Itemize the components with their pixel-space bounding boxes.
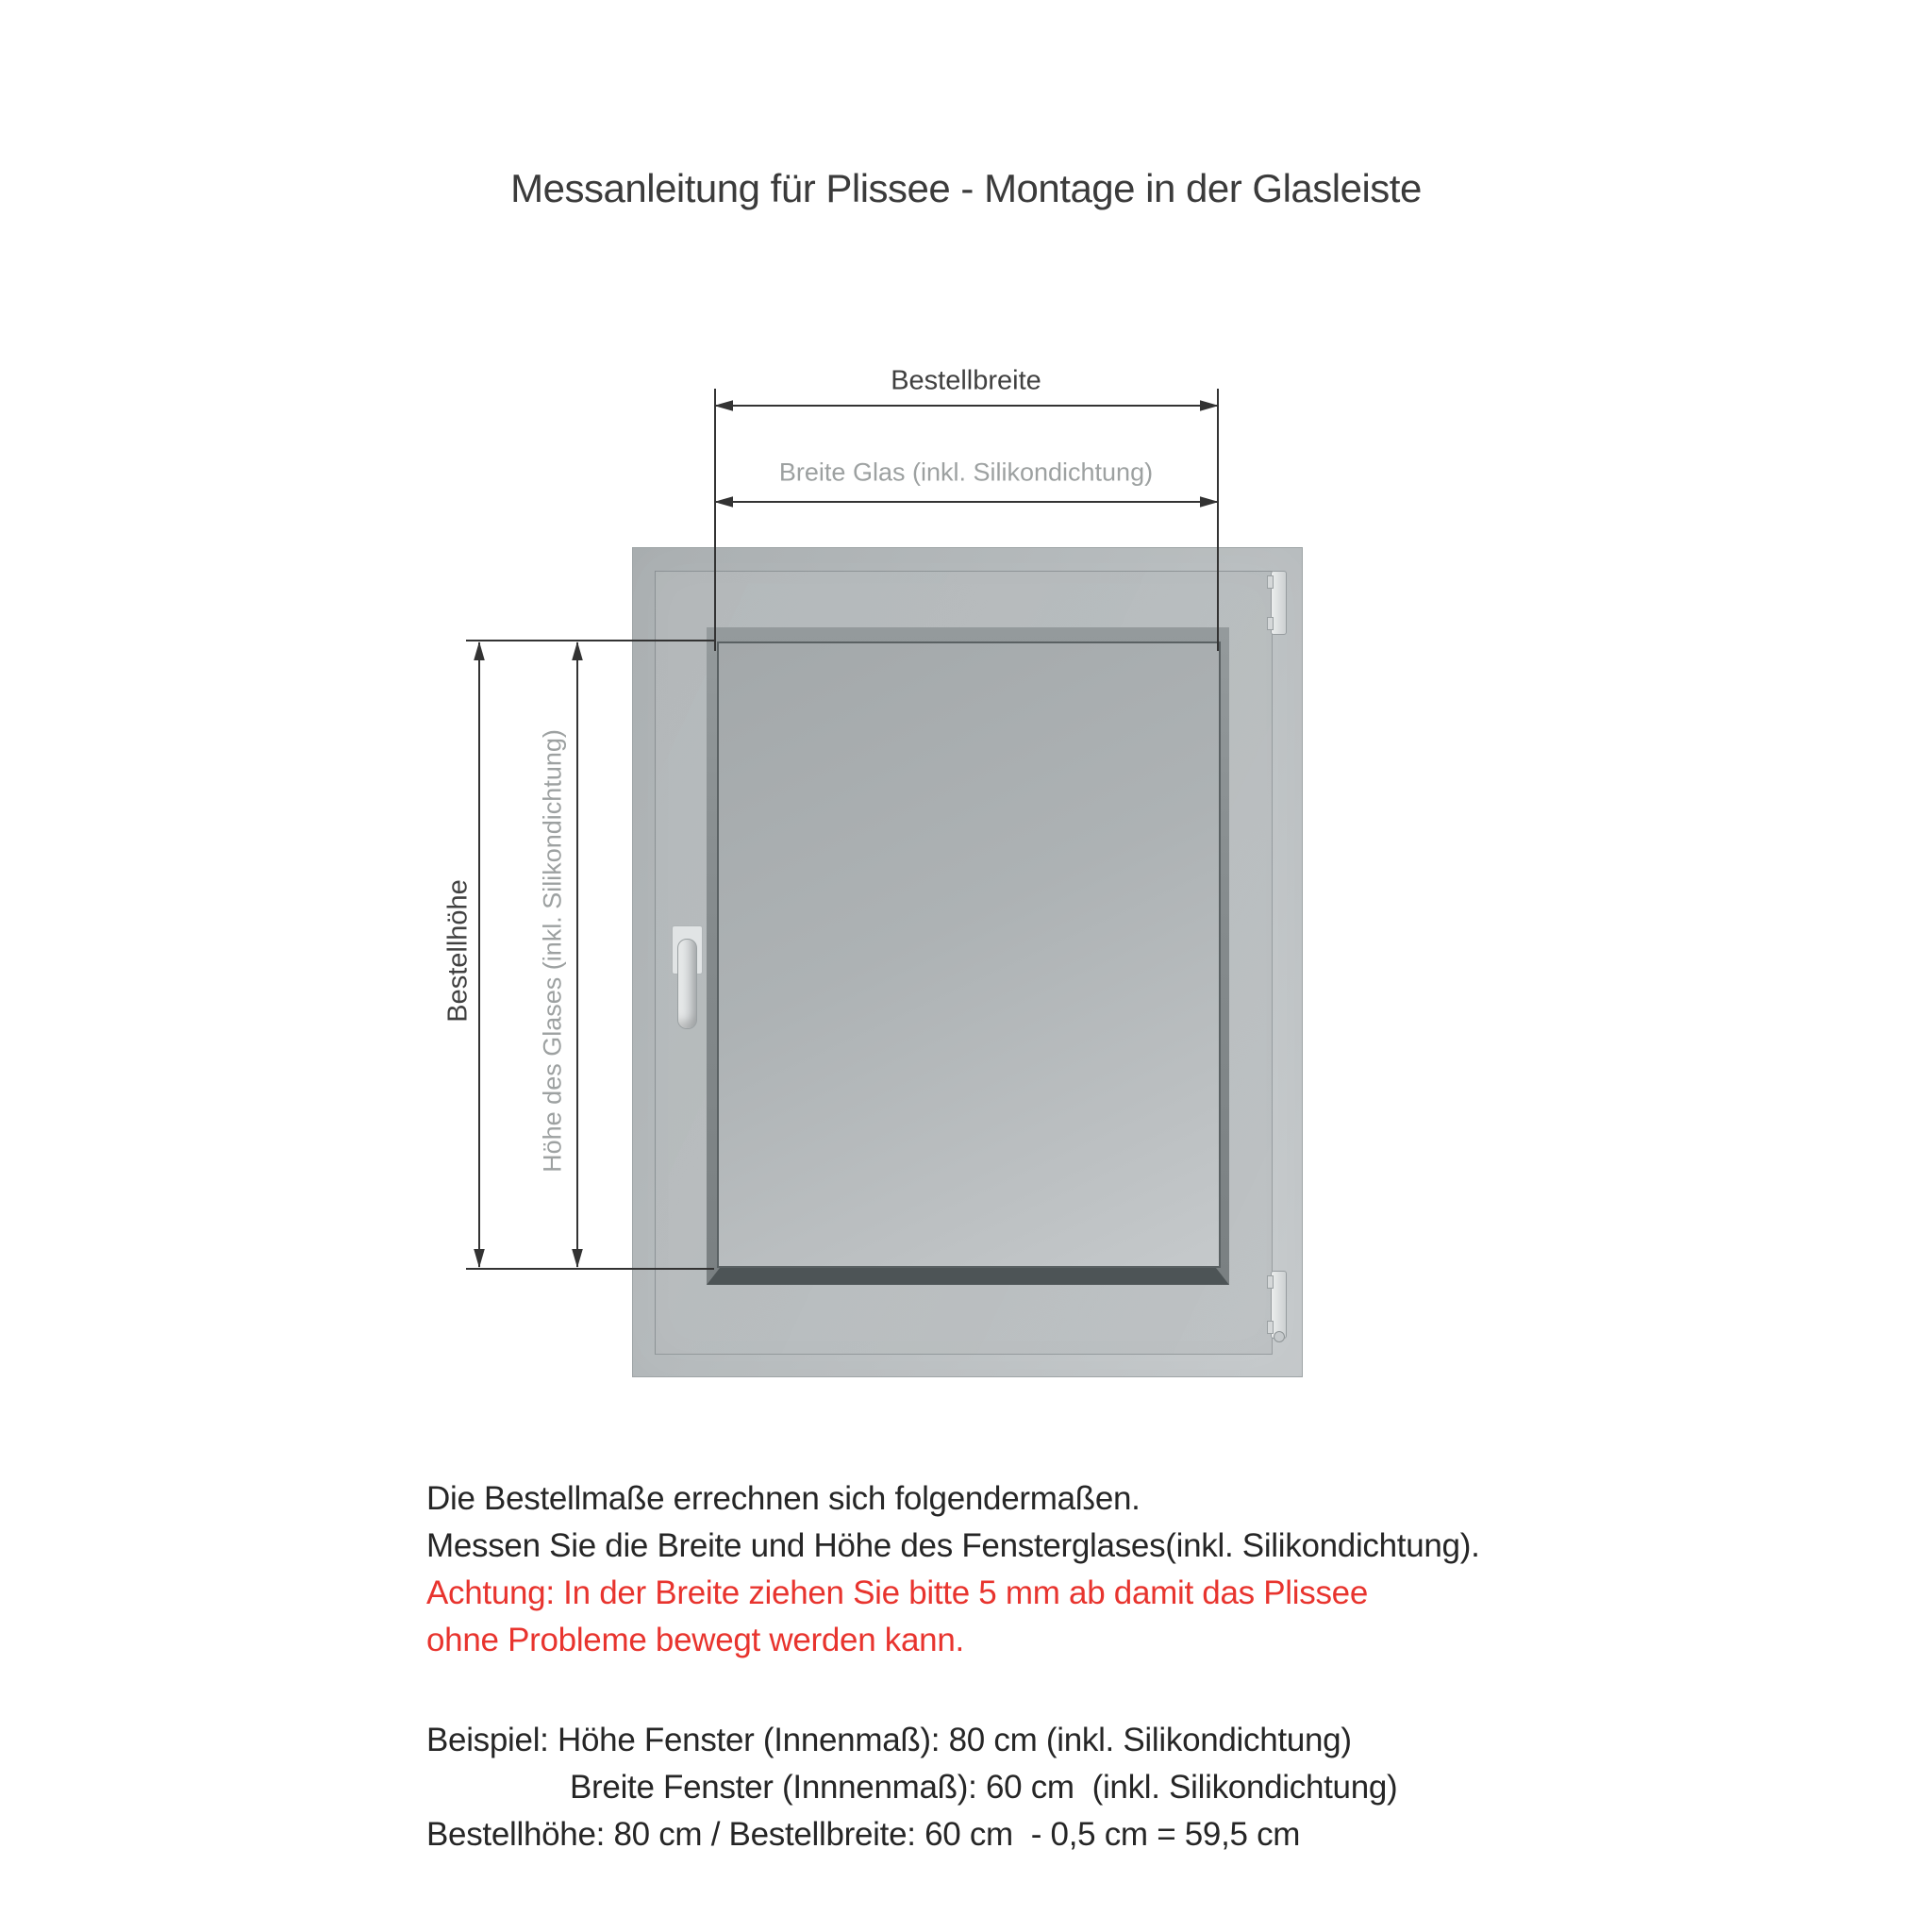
hinge-knob-icon bbox=[1274, 1331, 1285, 1342]
hinge-top-icon bbox=[1271, 571, 1287, 635]
window-glass bbox=[717, 641, 1221, 1268]
window-handle-icon bbox=[677, 939, 697, 1029]
glass-height-label: Höhe des Glases (inkl. Silikondichtung) bbox=[538, 729, 567, 1173]
instructions-block bbox=[426, 1475, 1480, 1858]
instruction-line-2: Messen Sie die Breite und Höhe des Fensterglases(inkl. Silikondichtung). bbox=[426, 1527, 1480, 1564]
glass-width-label: Breite Glas (inkl. Silikondichtung) bbox=[778, 458, 1154, 487]
glazing-bead-bottom bbox=[707, 1268, 1229, 1285]
warning-line-1: Achtung: In der Breite ziehen Sie bitte 5 mm ab damit das Plissee bbox=[426, 1574, 1368, 1611]
window-illustration bbox=[632, 547, 1303, 1377]
hinge-bottom-icon bbox=[1271, 1271, 1287, 1339]
example-line-2: Breite Fenster (Innnenmaß): 60 cm (inkl. Silikondichtung) bbox=[570, 1769, 1398, 1806]
example-line-1: Beispiel: Höhe Fenster (Innenmaß): 80 cm (inkl. Silikondichtung) bbox=[426, 1722, 1352, 1758]
example-line-3: Bestellhöhe: 80 cm / Bestellbreite: 60 cm - 0,5 cm = 59,5 cm bbox=[426, 1816, 1301, 1853]
order-width-label: Bestellbreite bbox=[891, 365, 1041, 396]
page-title: Messanleitung für Plissee - Montage in der Glasleiste bbox=[510, 166, 1422, 210]
glass-assembly bbox=[707, 627, 1229, 1285]
instruction-line-1: Die Bestellmaße errechnen sich folgendermaßen. bbox=[426, 1480, 1141, 1517]
text-gap bbox=[426, 1664, 1480, 1717]
warning-line-2: ohne Probleme bewegt werden kann. bbox=[426, 1622, 964, 1658]
order-height-label: Bestellhöhe bbox=[442, 879, 474, 1023]
